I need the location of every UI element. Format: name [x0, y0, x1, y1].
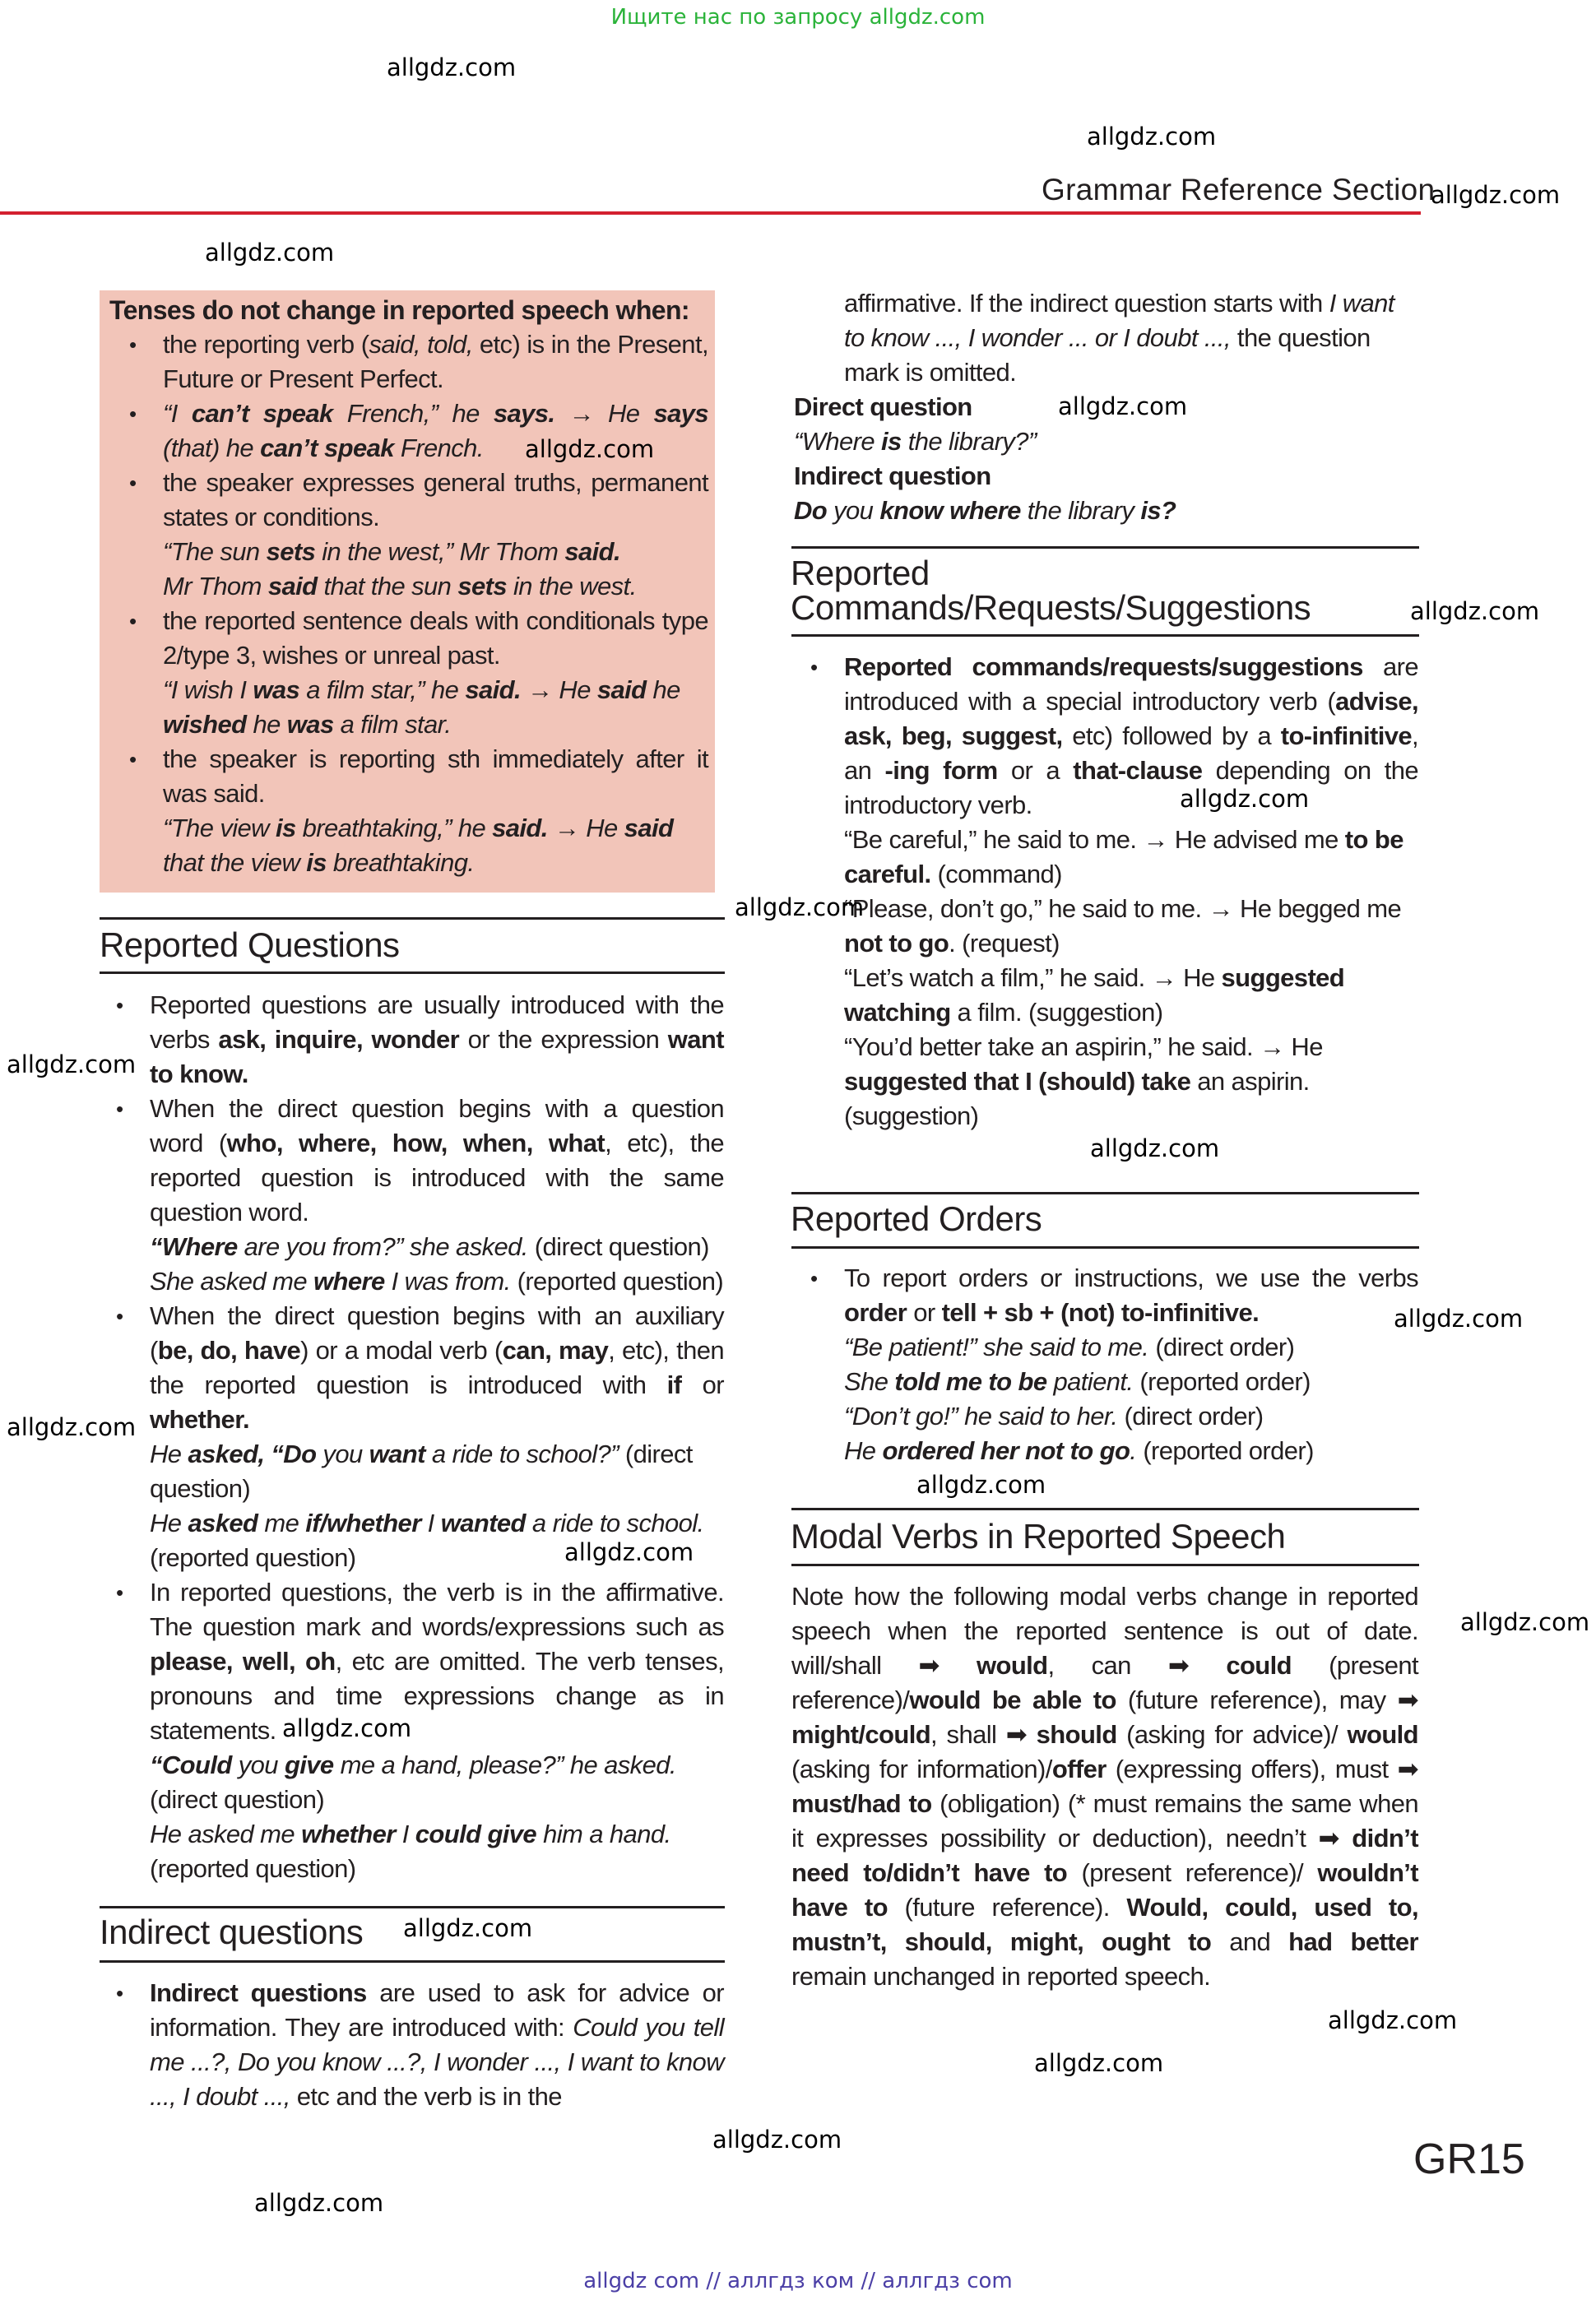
heading-indirect-questions: Indirect questions	[100, 1913, 364, 1951]
text-run: could	[1226, 1651, 1292, 1680]
reported-questions-content	[96, 988, 724, 1886]
text-run: (reported order)	[1136, 1436, 1314, 1465]
text-run: sets	[266, 537, 316, 566]
watermark: allgdz.com	[1410, 597, 1540, 625]
divider	[791, 634, 1419, 637]
text-run: said	[624, 814, 674, 842]
example-line	[791, 1330, 1418, 1365]
text-run: etc and the verb is in the	[290, 2082, 562, 2111]
text-run: the speaker expresses general truths, permanent states or conditions.	[163, 468, 708, 531]
text-run: French,” he	[332, 399, 494, 428]
text-run: or	[907, 1298, 942, 1327]
example-line	[791, 1030, 1418, 1134]
text-run: (direct question)	[527, 1232, 709, 1261]
text-run: is	[275, 814, 296, 842]
watermark: allgdz.com	[254, 2189, 384, 2217]
text-run: not to go	[844, 929, 949, 958]
example-line	[791, 459, 1418, 494]
text-run: me	[257, 1509, 306, 1537]
text-run: suggested that I (should) take	[844, 1067, 1191, 1096]
footer-watermark: allgdz com // аллгдз ком // аллгдз com	[583, 2269, 1013, 2293]
text-run: (reported order)	[1133, 1367, 1311, 1396]
text-run: , an	[844, 721, 1418, 785]
divider	[100, 917, 725, 920]
text-run: wanted	[440, 1509, 526, 1537]
text-run: “Let’s watch a film,” he said. → He	[844, 963, 1222, 992]
bullet-item	[96, 1976, 724, 2114]
watermark: allgdz.com	[1090, 1134, 1220, 1162]
bullet-item	[109, 466, 708, 535]
example-line	[96, 1748, 724, 1817]
watermark: allgdz.com	[282, 1714, 412, 1742]
text-run: He	[150, 1509, 188, 1537]
watermark: allgdz.com	[1460, 1608, 1590, 1636]
example-line	[96, 1437, 724, 1506]
text-run: I	[395, 1820, 415, 1848]
text-run: the speaker is reporting sth immediately after it was said.	[163, 744, 708, 808]
text-run: in the west.	[506, 572, 637, 601]
text-run: He asked me	[150, 1820, 302, 1848]
example-line	[791, 1399, 1418, 1434]
text-run: (direct order)	[1117, 1402, 1264, 1431]
text-run: When the direct question begins with a question word (	[150, 1094, 724, 1157]
text-run: “The view	[163, 814, 276, 842]
text-run: the reported sentence deals with conditionals type 2/type 3, wishes or unreal past.	[163, 606, 708, 670]
text-run: asked	[188, 1509, 258, 1537]
text-run: (future reference), may ➡	[1116, 1686, 1418, 1714]
text-run: .	[1130, 1436, 1137, 1465]
text-run: He	[559, 675, 597, 704]
text-run: told me to be	[894, 1367, 1047, 1396]
text-run: me a hand, please?” he asked.	[333, 1751, 676, 1779]
text-run: can, may	[502, 1336, 609, 1365]
text-run: to-infinitive	[1280, 721, 1412, 750]
text-run: , can ➡	[1047, 1651, 1227, 1680]
watermark: allgdz.com	[1431, 181, 1561, 209]
text-run: whether.	[150, 1405, 249, 1434]
text-run: Would, could, used to, mustn’t, should, might, ought to	[791, 1893, 1418, 1956]
text-run: “Be patient!” she said to me.	[844, 1333, 1149, 1361]
modals-content	[791, 1579, 1418, 1994]
text-run: said.	[465, 675, 521, 704]
text-run: says	[653, 399, 709, 428]
top-search-note: Ищите нас по запросу allgdz.com	[610, 5, 986, 30]
divider	[791, 1246, 1419, 1249]
text-run: please, well, oh	[150, 1647, 336, 1676]
watermark: allgdz.com	[916, 1471, 1046, 1499]
text-run: To report orders or instructions, we use the verbs	[844, 1264, 1418, 1292]
divider	[100, 971, 725, 974]
text-run: know where	[879, 496, 1021, 525]
orders-content	[791, 1261, 1418, 1468]
text-run: “The sun	[163, 537, 267, 566]
example-line	[791, 961, 1418, 1030]
text-run: a film star.	[333, 710, 452, 739]
text-run: (present reference)/	[1067, 1858, 1318, 1887]
text-run: →	[547, 814, 587, 842]
watermark: allgdz.com	[1087, 123, 1217, 151]
example-line	[791, 1365, 1418, 1399]
text-run: would be able to	[909, 1686, 1116, 1714]
text-run: should	[1036, 1720, 1117, 1749]
text-run: might/could	[791, 1720, 931, 1749]
example-line	[791, 286, 1418, 390]
text-run: (obligation) (* must remains the same when it expresses possibility or deduction), needn’t ➡	[791, 1789, 1418, 1853]
text-run: or	[681, 1370, 724, 1399]
watermark: allgdz.com	[564, 1538, 694, 1566]
watermark: allgdz.com	[205, 239, 335, 267]
watermark: allgdz.com	[1058, 392, 1188, 420]
bullet-item	[109, 604, 708, 673]
example-line	[791, 494, 1418, 528]
text-run: (reported question)	[150, 1854, 356, 1883]
example-line	[109, 673, 708, 742]
text-run: Reported commands/requests/suggestions	[844, 652, 1363, 681]
watermark: allgdz.com	[7, 1050, 137, 1078]
heading-modal-verbs: Modal Verbs in Reported Speech	[791, 1517, 1286, 1556]
text-run: In reported questions, the verb is in the affirmative. The question mark and words/expressions such as	[150, 1578, 724, 1641]
watermark: allgdz.com	[712, 2126, 842, 2154]
bullet-item	[791, 1261, 1418, 1330]
text-run: , etc), then the reported question is introduced with	[150, 1336, 725, 1399]
text-run: said, told,	[369, 330, 473, 359]
paragraph	[791, 1579, 1418, 1994]
example-line	[791, 892, 1418, 961]
bullet-item	[96, 1299, 724, 1437]
watermark: allgdz.com	[735, 893, 865, 921]
text-run: said.	[492, 814, 548, 842]
text-run: “You’d better take an aspirin,” he said. → He	[844, 1032, 1323, 1061]
bullet-item	[791, 650, 1418, 823]
text-run: can’t speak	[260, 434, 394, 462]
heading-reported-questions: Reported Questions	[100, 925, 400, 964]
text-run: that-clause	[1073, 756, 1203, 785]
text-run: →	[520, 675, 559, 704]
text-run: was	[253, 675, 300, 704]
text-run: he	[246, 710, 287, 739]
text-run: “Be careful,” he said to me. → He advised me	[844, 825, 1345, 854]
watermark: allgdz.com	[403, 1914, 533, 1942]
text-run: would	[976, 1651, 1048, 1680]
watermark: allgdz.com	[525, 435, 655, 463]
text-run: . (request)	[949, 929, 1060, 958]
text-run: (direct order)	[1148, 1333, 1295, 1361]
text-run: the library?”	[901, 427, 1037, 456]
divider	[791, 1508, 1419, 1510]
text-run: “I wish I	[163, 675, 253, 704]
text-run: are you from?” she asked.	[237, 1232, 528, 1261]
text-run: He	[586, 814, 624, 842]
example-line	[96, 1817, 724, 1886]
text-run: would	[1347, 1720, 1419, 1749]
header-red-rule	[0, 211, 1421, 215]
watermark: allgdz.com	[387, 53, 517, 81]
text-run: a film. (suggestion)	[950, 998, 1163, 1027]
text-run: She asked me	[150, 1267, 313, 1296]
text-run: advise, ask, beg, suggest,	[844, 687, 1418, 750]
text-run: remain unchanged in reported speech.	[791, 1962, 1211, 1991]
text-run: (asking for information)/	[791, 1755, 1052, 1783]
watermark: allgdz.com	[1328, 2006, 1458, 2034]
text-run: “Where	[794, 427, 882, 456]
text-run: He	[150, 1440, 188, 1468]
text-run: Reported questions are usually introduced with the verbs	[150, 990, 724, 1054]
box-title	[109, 293, 708, 327]
text-run: depending on the introductory verb.	[844, 756, 1419, 819]
text-run: whether	[301, 1820, 396, 1848]
text-run: I want to know ..., I wonder ... or I doubt ...,	[844, 289, 1394, 352]
example-line	[791, 823, 1418, 892]
text-run: breathtaking.	[326, 848, 475, 877]
text-run: are introduced with a special introductory verb (	[844, 652, 1418, 716]
text-run: if/whether	[305, 1509, 421, 1537]
text-run: the library	[1020, 496, 1141, 525]
text-run: the reporting verb (	[163, 330, 369, 359]
text-run: Direct question	[794, 392, 972, 421]
bullet-item	[96, 1092, 724, 1230]
text-run: a ride to school.	[525, 1509, 704, 1537]
text-run: wouldn’t have to	[791, 1858, 1419, 1922]
commands-content	[791, 650, 1418, 1134]
text-run: asked, “Do	[188, 1440, 317, 1468]
text-run: said	[596, 675, 647, 704]
watermark: allgdz.com	[1180, 785, 1310, 813]
text-run: offer	[1051, 1755, 1107, 1783]
text-run: She	[844, 1367, 895, 1396]
text-run: an aspirin. (suggestion)	[844, 1067, 1310, 1130]
text-run: you	[827, 496, 880, 525]
text-run: where	[313, 1267, 385, 1296]
text-run: be, do, have	[157, 1336, 301, 1365]
text-run: ) or a modal verb (	[300, 1336, 503, 1365]
text-run: Mr Thom	[163, 572, 268, 601]
text-run: and	[1211, 1927, 1289, 1956]
text-run: a ride to school?”	[425, 1440, 619, 1468]
tenses-box-content	[109, 293, 708, 880]
divider	[791, 1564, 1419, 1566]
text-run: or the expression	[459, 1025, 668, 1054]
text-run: was	[286, 710, 334, 739]
text-run: He	[844, 1436, 883, 1465]
text-run: ask, inquire, wonder	[218, 1025, 460, 1054]
text-run: “I	[163, 399, 192, 428]
text-run: tell + sb + (not) to-infinitive.	[941, 1298, 1260, 1327]
text-run: a film star,” he	[299, 675, 466, 704]
text-run: Could you tell me ...?, Do you know ...?, I wonder ..., I want to know ..., I doubt ...,	[150, 2013, 724, 2111]
text-run: (asking for advice)/	[1116, 1720, 1348, 1749]
text-run: →	[554, 399, 608, 428]
text-run: (direct question)	[150, 1785, 325, 1814]
text-run: you	[231, 1751, 285, 1779]
text-run: that the sun	[317, 572, 458, 601]
text-run: is?	[1140, 496, 1176, 525]
text-run: -ing form	[884, 756, 998, 785]
divider	[100, 1906, 725, 1908]
text-run: didn’t need to/didn’t have to	[791, 1824, 1418, 1887]
text-run: are used to ask for advice or information. They are introduced with:	[150, 1978, 724, 2042]
watermark: allgdz.com	[1394, 1305, 1524, 1333]
text-run: had better	[1288, 1927, 1419, 1956]
text-run: could give	[415, 1820, 537, 1848]
text-run: that the view	[163, 848, 307, 877]
text-run: (expressing offers), must ➡	[1106, 1755, 1419, 1783]
bullet-item	[109, 327, 708, 396]
text-run: affirmative. If the indirect question starts with	[844, 289, 1329, 318]
heading-commands-line1: Reported	[791, 554, 930, 592]
text-run: who, where, how, when, what	[226, 1129, 605, 1157]
text-run: He	[607, 399, 654, 428]
text-run: etc) followed by a	[1062, 721, 1281, 750]
text-run: Do	[794, 496, 828, 525]
text-run: ordered her not to go	[882, 1436, 1130, 1465]
text-run: , shall ➡	[930, 1720, 1037, 1749]
text-run: Indirect question	[794, 461, 991, 490]
watermark: allgdz.com	[7, 1413, 137, 1441]
example-line	[109, 535, 708, 569]
text-run: “Don’t go!” he said to her.	[844, 1402, 1118, 1431]
text-run: said.	[564, 537, 621, 566]
text-run: , etc), the reported question is introduced with the same question word.	[150, 1129, 724, 1227]
text-run: “Where	[150, 1232, 238, 1261]
text-run: (reported question)	[510, 1267, 724, 1296]
bullet-item	[109, 742, 708, 811]
text-run: to be careful.	[844, 825, 1403, 888]
text-run: Tenses do not change in reported speech when:	[109, 295, 689, 325]
bullet-item	[96, 988, 724, 1092]
text-run: sets	[457, 572, 507, 601]
text-run: suggested watching	[844, 963, 1345, 1027]
text-run: I	[420, 1509, 441, 1537]
watermark: allgdz.com	[1034, 2049, 1164, 2077]
text-run: French.	[393, 434, 484, 462]
text-run: (command)	[930, 860, 1062, 888]
text-run: said	[267, 572, 318, 601]
text-run: wished	[163, 710, 247, 739]
indirect-questions-content	[96, 1976, 724, 2114]
text-run: says.	[493, 399, 555, 428]
example-line	[96, 1230, 724, 1264]
text-run: (that) he	[163, 434, 261, 462]
divider	[100, 1960, 725, 1963]
heading-commands-line2: Commands/Requests/Suggestions	[791, 588, 1311, 627]
text-run: is	[881, 427, 902, 456]
text-run: (present reference)/	[791, 1651, 1419, 1714]
text-run: (reported question)	[150, 1543, 356, 1572]
text-run: the question mark is omitted.	[844, 323, 1371, 387]
text-run: want to know.	[150, 1025, 724, 1088]
text-run: “Could	[150, 1751, 232, 1779]
text-run: (direct question)	[150, 1440, 693, 1503]
text-run: give	[284, 1751, 334, 1779]
heading-reported-orders: Reported Orders	[791, 1199, 1042, 1238]
section-header-title: Grammar Reference Section	[1042, 173, 1436, 206]
text-run: , etc are omitted. The verb tenses, pronouns and time expressions change as in statements.	[150, 1647, 724, 1745]
example-line	[109, 811, 708, 880]
text-run: patient.	[1046, 1367, 1134, 1396]
text-run: can’t speak	[191, 399, 333, 428]
text-run: etc) is in the Present, Future or Present Perfect.	[163, 330, 708, 393]
text-run: (future reference).	[887, 1893, 1127, 1922]
example-line	[791, 1434, 1418, 1468]
text-run: want	[369, 1440, 425, 1468]
text-run: him a hand.	[536, 1820, 671, 1848]
text-run: he	[646, 675, 680, 704]
text-run: “Please, don’t go,” he said to me. → He begged me	[844, 894, 1402, 923]
divider	[791, 546, 1419, 549]
text-run: must/had to	[791, 1789, 932, 1818]
text-run: Note how the following modal verbs change in reported speech when the reported sentence is out of date. will/shall ➡	[791, 1582, 1418, 1680]
text-run: breathtaking,” he	[295, 814, 493, 842]
text-run: you	[316, 1440, 369, 1468]
text-run: if	[666, 1370, 682, 1399]
text-run: or a	[997, 756, 1074, 785]
page-number: GR15	[1413, 2135, 1525, 2183]
example-line	[791, 424, 1418, 459]
text-run: order	[844, 1298, 907, 1327]
example-line	[109, 569, 708, 604]
example-line	[96, 1264, 724, 1299]
divider	[791, 1192, 1419, 1194]
text-run: I was from.	[384, 1267, 511, 1296]
text-run: is	[306, 848, 327, 877]
text-run: When the direct question begins with an auxiliary (	[150, 1301, 724, 1365]
text-run: Indirect questions	[150, 1978, 367, 2007]
text-run: in the west,” Mr Thom	[315, 537, 565, 566]
